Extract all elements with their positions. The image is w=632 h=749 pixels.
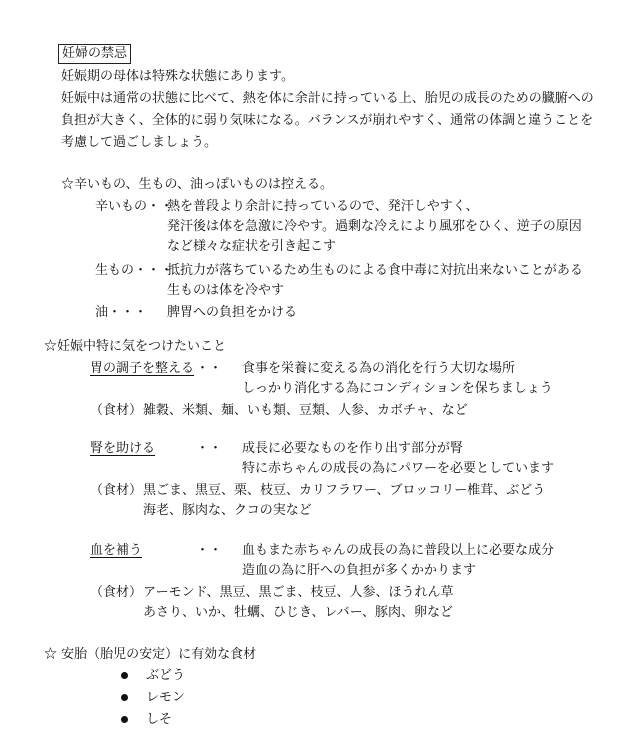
item-label-oil: 油・・・	[95, 305, 148, 320]
food-label: （食材）	[90, 403, 143, 418]
food-list: 海老、豚肉な、クコの実など	[143, 503, 312, 518]
food-list: 雑穀、米類、麺、いも類、豆類、人参、カボチャ、など	[143, 403, 468, 418]
group-title-blood: 血を補う	[90, 543, 143, 558]
section-heading-stable: ☆ 安胎（胎児の安定）に有効な食材	[44, 647, 257, 662]
list-item: ぶどう	[146, 668, 186, 683]
item-desc: 発汗後は体を急激に冷やす。過剰な冷えにより風邪をひく、逆子の原因	[167, 219, 582, 234]
group-dots: ・・	[196, 361, 223, 376]
group-dots: ・・	[196, 543, 223, 558]
item-desc: 熱を普段より余計に持っているので、発汗しやすく、	[167, 199, 479, 214]
section-heading-care: ☆妊娠中特に気をつけたいこと	[44, 339, 227, 354]
food-list: アーモンド、黒豆、黒ごま、枝豆、人参、ほうれん草	[143, 585, 454, 600]
list-item: しそ	[146, 712, 173, 727]
intro-line: 負担が大きく、全体的に弱り気味になる。バランスが崩れやすく、通常の体調と違うことを	[61, 113, 594, 128]
item-desc: 生ものは体を冷やす	[167, 283, 285, 298]
food-list: あさり、いか、牡蠣、ひじき、レバー、豚肉、卵など	[143, 605, 454, 620]
item-desc: など様々な症状を引き起こす	[167, 239, 337, 254]
section-heading-avoid: ☆辛いもの、生もの、油っぽいものは控える。	[61, 177, 333, 192]
bullet-icon	[121, 694, 128, 701]
bullet-icon	[121, 716, 128, 723]
group-title-kidney: 腎を助ける	[90, 441, 156, 456]
bullet-icon	[121, 672, 128, 679]
group-desc: 食事を栄養に変える為の消化を行う大切な場所	[242, 361, 516, 376]
food-label: （食材）	[90, 483, 143, 498]
group-desc: しっかり消化する為にコンディションを保ちましょう	[242, 381, 553, 396]
group-title-stomach: 胃の調子を整える	[90, 361, 195, 376]
item-desc: 脾胃への負担をかける	[167, 305, 298, 320]
group-desc: 特に赤ちゃんの成長の為にパワーを必要としています	[242, 461, 555, 476]
group-dots: ・・	[196, 441, 223, 456]
item-desc: 抵抗力が落ちているため生ものによる食中毒に対抗出来ないことがある	[167, 263, 583, 278]
food-list: 黒ごま、黒豆、栗、枝豆、カリフラワー、ブロッコリー椎茸、ぶどう	[143, 483, 546, 498]
list-item: レモン	[146, 690, 186, 705]
item-label-spicy: 辛いもの・・	[95, 199, 174, 214]
intro-line: 妊娠中は通常の状態に比べて、熱を体に余計に持っている上、胎児の成長のための臓腑への	[61, 91, 594, 106]
group-desc: 血もまた赤ちゃんの成長の為に普段以上に必要な成分	[242, 543, 555, 558]
group-desc: 造血の為に肝への負担が多くかかります	[242, 563, 477, 578]
food-label: （食材）	[90, 585, 143, 600]
group-desc: 成長に必要なものを作り出す部分が腎	[242, 441, 464, 456]
intro-line: 妊娠期の母体は特殊な状態にあります。	[61, 69, 294, 84]
page-title: 妊婦の禁忌	[58, 44, 131, 64]
item-label-raw: 生もの・・・	[95, 263, 174, 278]
intro-line: 考慮して過ごしましょう。	[61, 135, 218, 150]
